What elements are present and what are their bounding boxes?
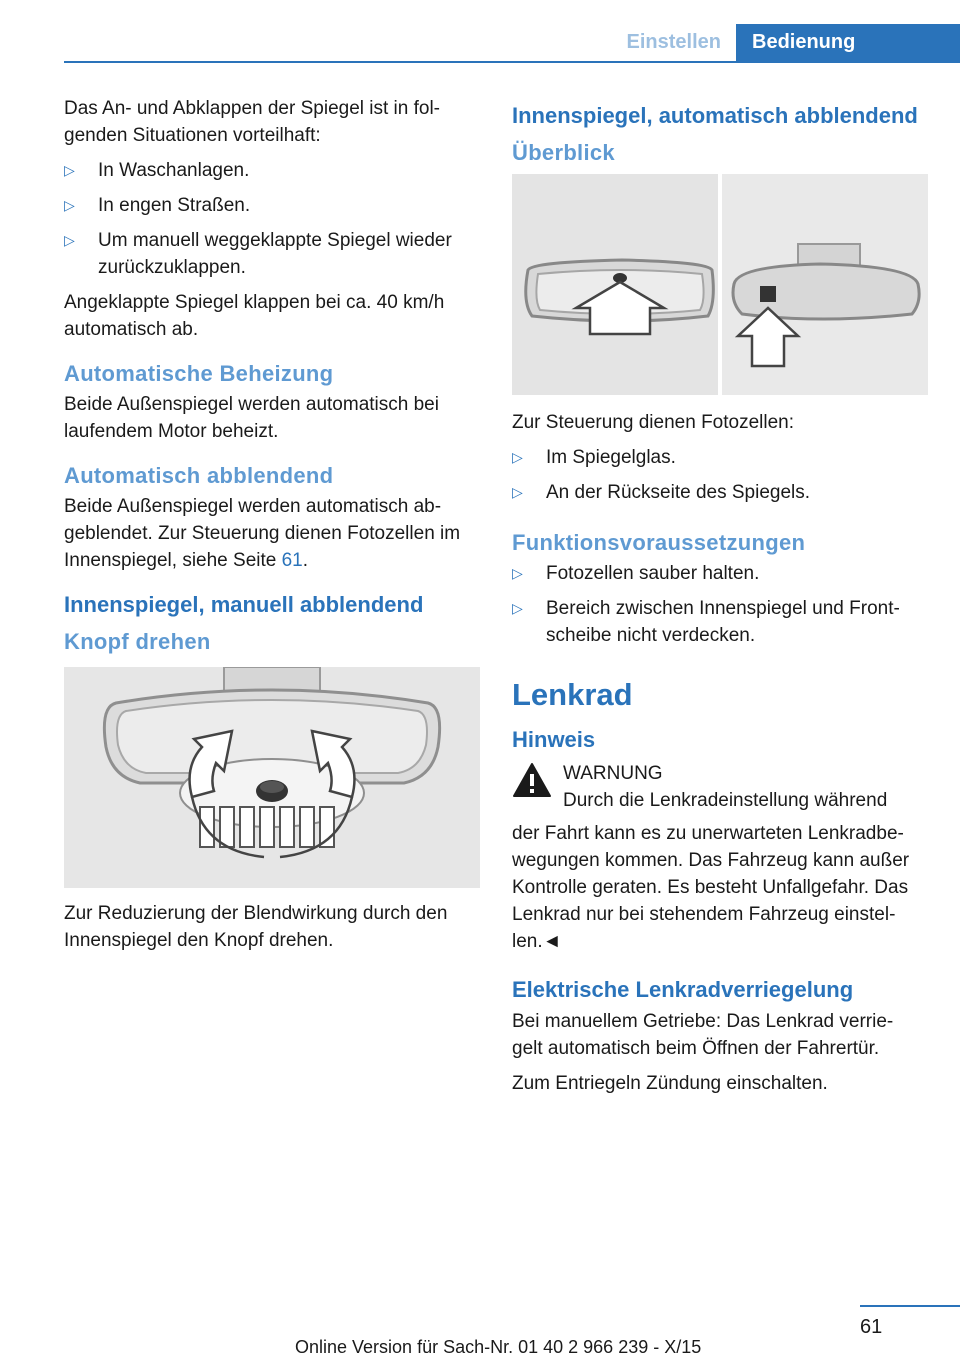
heading-innenspiegel-manuell: Innenspiegel, manuell abblendend [64,592,424,617]
warning-block [512,760,928,820]
manual-mirror-illustration [64,667,480,888]
photocell-paragraph: Zur Steuerung dienen Fotozellen: [512,412,795,433]
list-item-text: Fotozellen sauber halten. [546,563,760,584]
list-item-text: In engen Straßen. [98,195,251,216]
list-item-text: Um manuell weggeklappte Spiegel wieder zurückzuklappen. [98,230,452,278]
page-reference-link[interactable]: 61 [281,550,303,571]
triangle-right-outline-icon: ▷ [64,232,75,248]
warning-triangle-icon [512,762,552,798]
list-item [64,157,480,184]
lock-paragraph: Bei manuellem Getriebe: Das Lenkrad verrie‐ gelt automatisch beim Öffnen der Fahrertür. [512,1011,894,1059]
warning-first-line: Durch die Lenkradeinstellung während [563,790,888,811]
list-item-text: An der Rückseite des Spiegels. [546,482,811,503]
list-item [512,595,928,649]
left-column [64,95,480,962]
dimming-paragraph [64,493,480,574]
warning-title: WARNUNG [563,763,663,784]
heading-innenspiegel-automatisch: Innenspiegel, automatisch abblendend [512,103,918,128]
dimming-text: Beide Außenspiegel werden automatisch ab‐ geblendet. Zur Steuerung dienen Fotozellen im Innenspiegel, siehe Seite [64,496,461,571]
unlock-paragraph: Zum Entriegeln Zündung einschalten. [512,1073,828,1094]
dimming-text-end: . [302,550,309,571]
manual-mirror-figure [64,667,480,888]
page-number: 61 [860,1316,883,1338]
list-item [64,227,480,281]
auto-mirror-illustration [512,174,928,395]
intro-paragraph: Das An- und Abklappen der Spiegel ist in fol‐ genden Situationen vorteilhaft: [64,98,441,146]
tab-bedienung[interactable]: Bedienung [736,24,960,61]
triangle-right-outline-icon: ▷ [512,600,523,616]
list-item-text: Bereich zwischen Innenspiegel und Front‐ scheibe nicht verdecken. [546,598,900,646]
fold-speed-paragraph: Angeklappte Spiegel klappen bei ca. 40 km/h automatisch ab. [64,292,445,340]
header-rule [64,61,960,63]
triangle-right-outline-icon: ▷ [512,565,523,581]
heading-knopf-drehen: Knopf drehen [64,629,211,654]
triangle-right-outline-icon: ▷ [512,484,523,500]
heading-funktionsvoraussetzungen: Funktionsvoraussetzungen [512,530,806,555]
triangle-right-outline-icon: ▷ [512,449,523,465]
heading-automatische-beheizung: Automatische Beheizung [64,361,334,386]
heading-automatisch-abblendend: Automatisch abblendend [64,463,334,488]
heading-lenkradverriegelung: Elektrische Lenkradverriegelung [512,977,854,1002]
footer-rule [860,1305,960,1307]
heading-hinweis: Hinweis [512,727,596,752]
warning-text: der Fahrt kann es zu unerwarteten Lenkradbe‐ wegungen kommen. Das Fahrzeug kann außer Kontrolle geraten. Es besteht Unfallgefahr. Das Lenkrad nur bei stehendem Fahrzeug einstel‐ len.◄ [512,823,910,952]
tab-einstellen[interactable]: Einstellen [626,31,721,53]
triangle-right-outline-icon: ▷ [64,197,75,213]
heading-ueberblick: Überblick [512,140,615,165]
right-column [512,95,928,1105]
list-item [64,192,480,219]
list-item [512,560,928,587]
heading-lenkrad: Lenkrad [512,677,633,712]
list-item [512,444,928,471]
heating-paragraph: Beide Außenspiegel werden automatisch bei laufendem Motor beheizt. [64,394,439,442]
triangle-right-outline-icon: ▷ [64,162,75,178]
knob-paragraph: Zur Reduzierung der Blendwirkung durch den Innenspiegel den Knopf drehen. [64,903,448,951]
auto-mirror-figure [512,174,928,395]
footer-version: Online Version für Sach-Nr. 01 40 2 966 239 - X/15 [295,1337,702,1357]
list-item-text: In Waschanlagen. [98,160,250,181]
list-item-text: Im Spiegelglas. [546,447,676,468]
list-item [512,479,928,506]
